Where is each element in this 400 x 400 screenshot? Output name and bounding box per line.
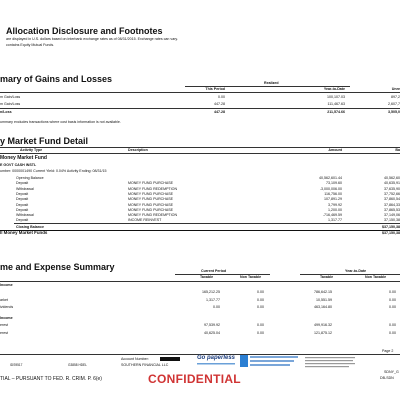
income-col-taxable: Taxable	[200, 275, 214, 279]
gains-row-label: m Gain/Loss	[0, 95, 21, 99]
mmf-fund-name: E GOVT CASH INSTL	[0, 163, 37, 167]
income-current-period: Current Period	[201, 269, 227, 273]
gains-header-rule	[0, 92, 400, 93]
income-row-label: arket	[0, 297, 8, 302]
gains-col-unrealized: Unre	[391, 87, 400, 91]
page-number: Page 2	[382, 349, 394, 353]
gains-row-label: m Gain/Loss	[0, 102, 21, 106]
income-row-taxable: 40,625.04	[204, 330, 220, 335]
income-row-label: ividends	[0, 305, 14, 309]
gains-row-ytd: 111,467.63	[327, 102, 345, 106]
redacted-account-number	[160, 357, 180, 361]
gains-col-period: This Period	[205, 87, 225, 91]
mmf-row-description: MONEY FUND PURCHASE	[128, 191, 174, 196]
mmf-closing-label: Closing Balance	[16, 225, 44, 229]
mmf-row-balance: 40,562,60	[384, 176, 400, 180]
mmf-all-rule	[0, 230, 400, 231]
mmf-row-type: Withdrawal	[16, 213, 34, 218]
mmf-row-amount: 1,317.77	[328, 218, 342, 223]
mmf-all-label: ll Money Market Funds	[0, 230, 48, 235]
gains-row-unrealized: 897,2	[391, 95, 400, 99]
income-row-label: erest	[0, 323, 8, 327]
mmf-row-balance: 40,635,91	[384, 181, 400, 186]
income-ytd: Year-to-Date	[345, 269, 367, 273]
mmf-row-amount: 73,109.60	[326, 181, 342, 186]
mmf-row-balance: 37,865,53	[384, 207, 400, 212]
allocation-title: Allocation Disclosure and Footnotes	[6, 26, 163, 36]
gains-total-label: n/Loss	[0, 110, 12, 114]
gains-footnote: ummary excludes transactions where cost basis information is not available.	[0, 120, 121, 124]
mmf-row-description: MONEY FUND PURCHASE	[128, 207, 174, 212]
income-section-2: Income	[0, 316, 13, 320]
mmf-row-description: MONEY FUND PURCHASE	[128, 202, 174, 207]
footer-disclaimer-icon	[305, 356, 355, 368]
income-row-label: erest	[0, 330, 8, 335]
mmf-row-balance: 37,149,06	[384, 213, 400, 218]
mmf-all-value: $37,150,38	[382, 231, 400, 235]
income-col-nontaxable: Non Taxable	[240, 275, 262, 279]
mmf-row-type: Deposit	[16, 181, 29, 186]
gains-title: mary of Gains and Losses	[0, 74, 113, 84]
mmf-closing-value: $37,150,38	[382, 225, 400, 229]
mmf-row-type: Deposit	[16, 218, 29, 223]
mmf-fund-info: umber: 0000001490 Current Yield: 0.04% Activity Ending: 08/31/15	[0, 169, 107, 173]
mmf-row-description: INCOME REINVEST	[128, 218, 162, 223]
income-row-ytd-taxable: 121,875.12	[314, 330, 332, 335]
mmf-row-description: MONEY FUND PURCHASE	[128, 181, 174, 186]
mmf-row-type: Deposit	[16, 207, 29, 212]
go-paperless-logo: Go paperless	[197, 355, 236, 361]
gains-col-ytd: Year-to-Date	[323, 87, 345, 91]
income-row-ytd-taxable: 10,551.59	[316, 297, 332, 302]
gains-row-ytd: 100,107.03	[327, 95, 345, 99]
income-row-nontaxable: 0.00	[257, 330, 264, 335]
income-row-nontaxable: 0.00	[257, 323, 264, 327]
allocation-note-1: are displayed in U.S. dollars based on interbank exchange rates as of 08/31/2015. Exchange rates can vary.	[6, 37, 178, 41]
income-row-nontaxable: 0.00	[257, 305, 264, 309]
footer-mid-code: G3858 HDEL	[68, 363, 87, 367]
income-row-ytd-taxable: 499,916.32	[314, 323, 332, 327]
mmf-row-type: Deposit	[16, 197, 29, 202]
income-row-nontaxable: 0.00	[257, 290, 264, 294]
mmf-row-balance: 37,864,33	[384, 202, 400, 207]
gains-row-period: 0.00	[218, 95, 225, 99]
confidential-stamp: CONFIDENTIAL	[148, 372, 241, 386]
mmf-row-balance: 37,635,90	[384, 186, 400, 191]
sdny-bates-1: SDNY_G	[384, 370, 399, 374]
mmf-row-amount: 1,200.00	[328, 207, 342, 212]
income-row-taxable: 165,212.25	[202, 290, 220, 294]
mmf-row-amount: 116,756.00	[324, 191, 342, 196]
confidential-notice: TIAL – PURSUANT TO FED. R. CRIM. P. 6(e)	[0, 376, 102, 382]
allocation-note-2: contains Equity Mutual Funds.	[6, 43, 55, 47]
account-number-label: Account Number:	[121, 357, 149, 361]
income-row-nontaxable: 0.00	[257, 297, 264, 302]
income-header-rule	[0, 281, 400, 282]
mmf-col-balance: Ba	[395, 148, 400, 152]
realized-label: Realized	[264, 81, 279, 85]
mmf-row-amount: -716,469.59	[322, 213, 342, 218]
mmf-row-description: MONEY FUND PURCHASE	[128, 197, 174, 202]
income-row-ytd-taxable: 463,164.80	[314, 305, 332, 309]
mmf-section-title: Money Market Fund	[0, 155, 47, 161]
mmf-col-amount: Amount	[328, 148, 342, 152]
mmf-row-amount: -3,000,006.00	[319, 186, 342, 191]
income-row-ytd-taxable: 786,642.15	[314, 290, 332, 294]
gains-total-period: 447.28	[214, 110, 225, 114]
gains-total-rule	[0, 108, 400, 109]
mmf-row-balance: 37,150,38	[384, 218, 400, 223]
sdny-bates-2: DB-SDN	[380, 376, 394, 380]
income-col-ytd-nontaxable: Non Taxable	[365, 275, 387, 279]
mmf-title: y Market Fund Detail	[0, 136, 89, 146]
income-row-ytd-nontaxable: 0.00	[389, 330, 396, 335]
sifma-logo-icon	[240, 355, 300, 369]
mmf-row-type: Opening Balance	[16, 176, 44, 180]
mmf-row-type: Deposit	[16, 202, 29, 207]
gains-row-unrealized: 2,607,7	[388, 102, 400, 106]
income-row-taxable: 0.00	[213, 305, 220, 309]
gains-total-ytd: 211,574.66	[327, 110, 345, 114]
mmf-row-amount: 107,891.29	[324, 197, 342, 202]
mmf-row-type: Deposit	[16, 191, 29, 196]
account-name: SOUTHERN FINANCIAL LLC	[121, 363, 169, 367]
mmf-closing-rule	[14, 223, 400, 224]
income-section-1: Income	[0, 283, 13, 287]
gains-total-unrealized: 3,505,0	[388, 110, 400, 114]
income-title: me and Expense Summary	[0, 262, 115, 272]
income-col-ytd-taxable: Taxable	[320, 275, 334, 279]
mmf-header-rule	[0, 153, 400, 154]
income-row-taxable: 1,317.77	[206, 297, 220, 302]
mmf-row-description: MONEY FUND REDEMPTION	[128, 213, 178, 218]
mmf-col-description: Description	[128, 148, 148, 152]
mmf-row-amount: 40,562,601.44	[319, 176, 342, 180]
income-row-ytd-nontaxable: 0.00	[389, 323, 396, 327]
income-row-ytd-nontaxable: 0.00	[389, 297, 396, 302]
gains-row-period: 447.28	[214, 102, 225, 106]
footer-left-code: IDS9517	[10, 363, 23, 367]
income-row-ytd-nontaxable: 0.00	[389, 305, 396, 309]
mmf-row-type: Withdrawal	[16, 186, 34, 191]
mmf-row-balance: 37,752,66	[384, 191, 400, 196]
income-row-taxable: 97,539.92	[204, 323, 220, 327]
mmf-row-balance: 37,860,54	[384, 197, 400, 202]
mmf-row-amount: 3,799.92	[328, 202, 342, 207]
mmf-col-type: Activity Type	[20, 148, 43, 152]
mmf-row-description: MONEY FUND REDEMPTION	[128, 186, 178, 191]
go-paperless-swoosh-icon	[197, 362, 235, 366]
income-row-ytd-nontaxable: 0.00	[389, 290, 396, 294]
